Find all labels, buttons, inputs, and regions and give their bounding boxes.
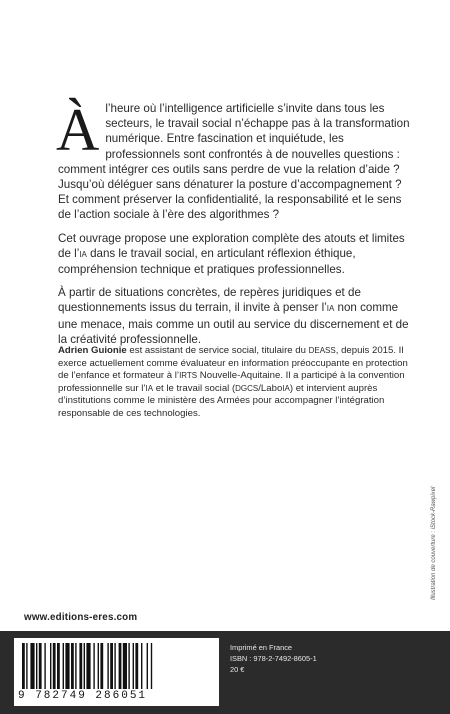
barcode: [14, 638, 219, 706]
barcode-digits: 9 782749 286051: [18, 690, 148, 702]
author-name: Adrien Guionie: [58, 345, 127, 356]
publisher-website[interactable]: www.editions-eres.com: [24, 612, 138, 623]
barcode-bars-icon: [20, 643, 213, 689]
drop-cap: À: [56, 97, 100, 163]
price: 20 €: [230, 665, 245, 674]
isbn: ISBN : 978-2-7492-8605-1: [230, 654, 317, 663]
blurb-paragraph-2: Cet ouvrage propose une exploration complète des atouts et limites de l’IA dans le travail social, en articulant réflexion éthique, compréhension technique et pratiques professionnelles.: [58, 231, 405, 277]
blurb-paragraph-1: Àl’heure où l’intelligence artificielle s’invite dans tous les secteurs, le travail social n’échappe pas à la transformation numérique. Entre fascination et inquiétude, les professionnels sont confrontés à de nouvelles questions : comment intégrer ces outils sans perdre de vue la relation d’aide ? Jusqu’où déléguer sans dénaturer la posture d’accompagnement ? Et comment préserver la confidentialité, la responsabilité et le sens de l’action sociale à l’ère des algorithmes ?: [56, 97, 410, 222]
back-cover-blurb: [56, 97, 410, 355]
blurb-paragraph-3: À partir de situations concrètes, de repères juridiques et de questionnements issus du terrain, il invite à penser l’IA non comme une menace, mais comme un outil au service du discernement et de la créativité professionnelle.: [58, 286, 409, 346]
cover-illustration-credit: Illustration de couverture : iStock-Rawpixel: [431, 486, 437, 600]
publication-info: [230, 642, 317, 675]
author-bio: Adrien Guionie est assistant de service social, titulaire du DEASS, depuis 2015. Il exerce actuellement comme évaluateur en information préoccupante en protection de l’enfance et formateur à l’IRTS Nouvelle-Aquitaine. Il a participé à la convention professionnelle sur l’IA et le travail social (DGCS/LaboIA) et intervient auprès d’institutions comme le ministère des Armées pour accompagner l’intégration responsable de ces technologies.: [58, 345, 408, 419]
printed-in: Imprimé en France: [230, 643, 293, 652]
